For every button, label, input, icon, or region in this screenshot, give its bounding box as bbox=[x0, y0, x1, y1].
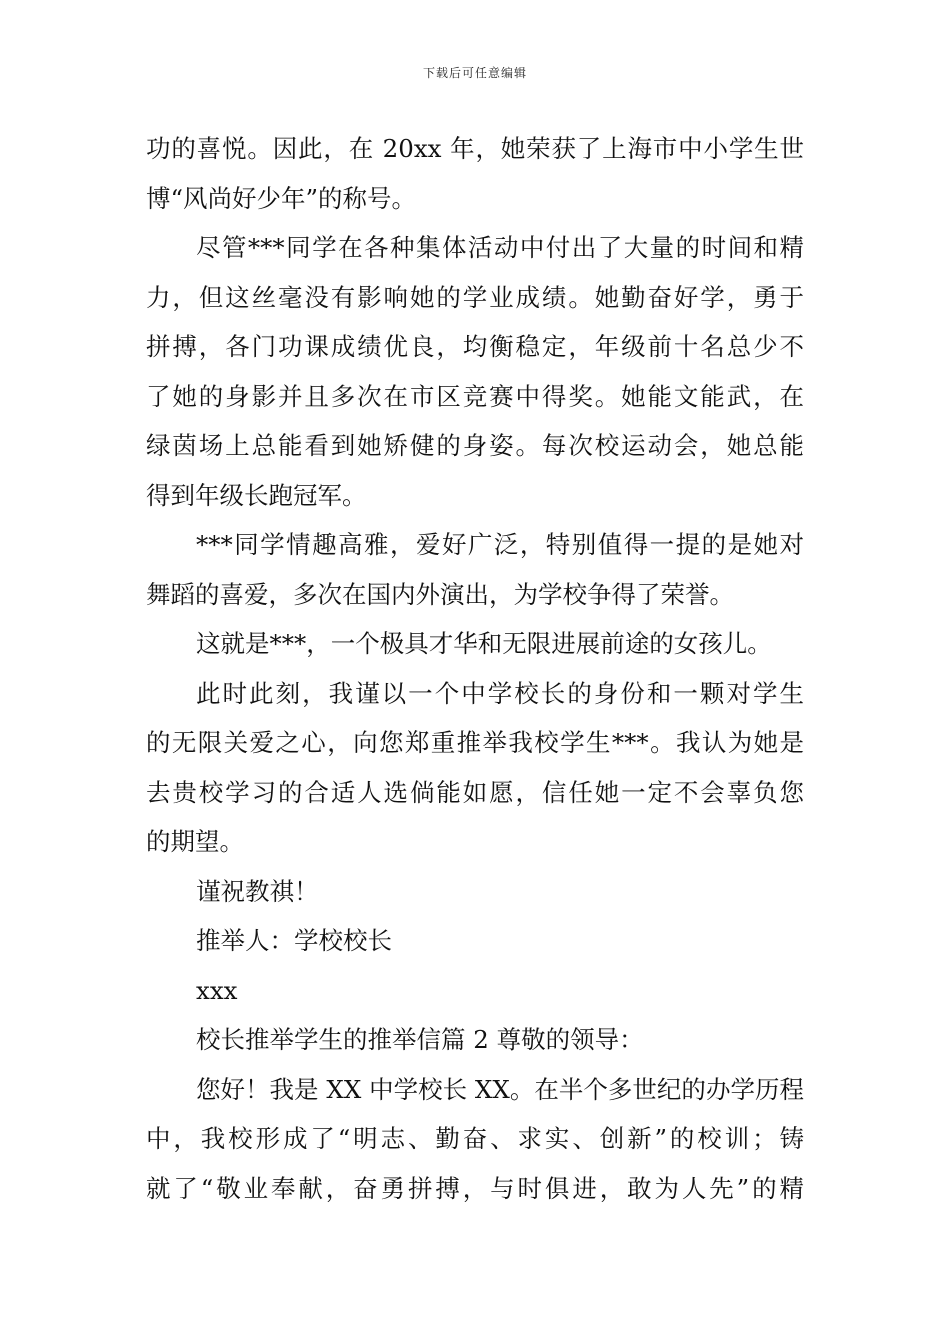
text-line: 推举人：学校校长 bbox=[196, 926, 392, 955]
text-line: 谨祝教祺！ bbox=[196, 876, 319, 906]
text-line: 尽管***同学在各种集体活动中付出了大量的时间和精 bbox=[196, 233, 804, 262]
text-line: 拼搏，各门功课成绩优良，均衡稳定，年级前十名总少不 bbox=[146, 332, 804, 361]
text-line: 了她的身影并且多次在市区竞赛中得奖。她能文能武，在 bbox=[146, 381, 804, 411]
text-line: 得到年级长跑冠军。 bbox=[146, 480, 367, 510]
text-line: xxx bbox=[196, 975, 238, 1005]
text-line: 您好！我是 XX 中学校长 XX。在半个多世纪的办学历程 bbox=[196, 1074, 804, 1104]
text-line: 力，但这丝毫没有影响她的学业成绩。她勤奋好学，勇于 bbox=[146, 282, 804, 312]
text-line: 功的喜悦。因此，在 20xx 年，她荣获了上海市中小学生世 bbox=[146, 134, 804, 163]
text-line: 的无限关爱之心，向您郑重推举我校学生***。我认为她是 bbox=[146, 728, 804, 757]
document-body bbox=[146, 124, 804, 1213]
text-line: 此时此刻，我谨以一个中学校长的身份和一颗对学生 bbox=[196, 678, 804, 708]
text-line: 的期望。 bbox=[146, 827, 244, 856]
text-line: 校长推举学生的推举信篇 2 尊敬的领导： bbox=[196, 1025, 644, 1054]
text-line: 就了“敬业奉献，奋勇拼搏，与时俱进，敢为人先”的精 bbox=[146, 1173, 804, 1203]
text-line: ***同学情趣高雅，爱好广泛，特别值得一提的是她对 bbox=[196, 530, 804, 559]
text-line: 博“风尚好少年”的称号。 bbox=[146, 183, 417, 213]
text-line: 中，我校形成了“明志、勤奋、求实、创新”的校训；铸 bbox=[146, 1124, 804, 1153]
text-line: 舞蹈的喜爱，多次在国内外演出，为学校争得了荣誉。 bbox=[146, 579, 734, 609]
text-line: 这就是***，一个极具才华和无限进展前途的女孩儿。 bbox=[196, 629, 772, 658]
text-line: 去贵校学习的合适人选倘能如愿，信任她一定不会辜负您 bbox=[146, 777, 804, 807]
page-header: 下载后可任意编辑 bbox=[422, 66, 527, 80]
text-line: 绿茵场上总能看到她矫健的身姿。每次校运动会，她总能 bbox=[146, 431, 804, 460]
